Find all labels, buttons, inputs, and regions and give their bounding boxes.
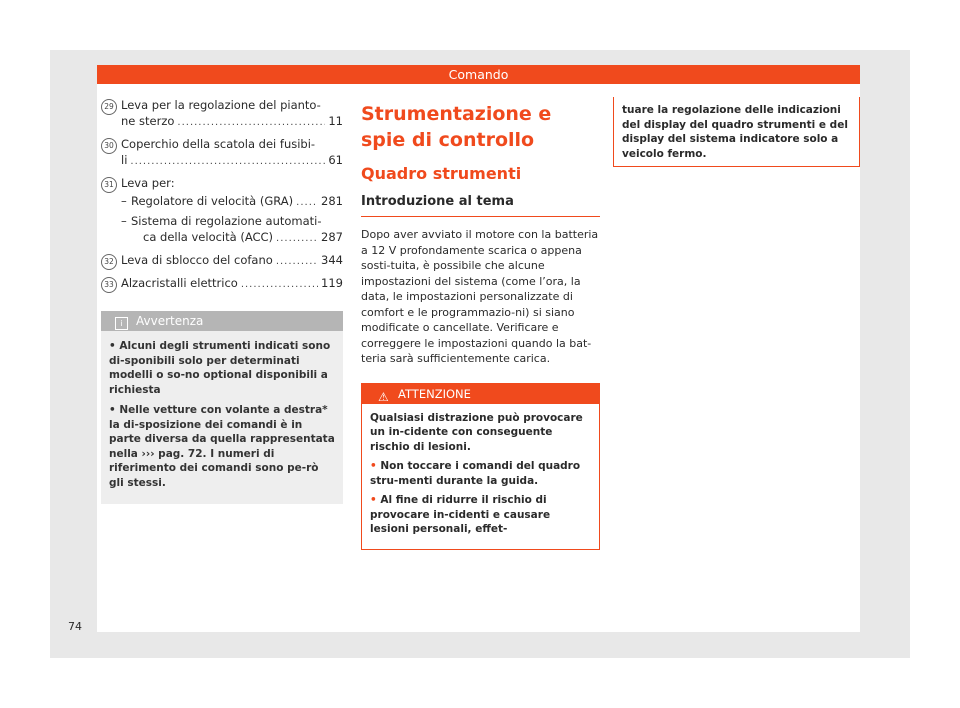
attention-item-text: Non toccare i comandi del quadro stru-menti durante la guida. bbox=[370, 460, 581, 487]
warning-triangle-icon: ⚠ bbox=[378, 389, 389, 404]
attention-item bbox=[370, 493, 591, 537]
left-column bbox=[101, 97, 343, 504]
subsection-title: Introduzione al tema bbox=[361, 193, 600, 217]
entry-line: ca della velocità (ACC) bbox=[143, 230, 274, 244]
entry-line: Leva per la regolazione del pianto- bbox=[121, 98, 321, 112]
callout-number: 33 bbox=[101, 277, 117, 293]
info-icon: i bbox=[115, 317, 128, 330]
attention-body bbox=[362, 404, 599, 549]
dash-marker: – bbox=[121, 194, 127, 208]
callout-number: 32 bbox=[101, 254, 117, 270]
section-title: Quadro strumenti bbox=[361, 164, 522, 183]
legend-entry bbox=[101, 175, 343, 191]
page-reference[interactable]: 281 bbox=[321, 194, 343, 208]
sub-entry bbox=[101, 193, 343, 211]
attention-title: ATTENZIONE bbox=[398, 386, 471, 401]
page-reference[interactable]: 287 bbox=[321, 230, 343, 244]
legend-entry bbox=[101, 275, 343, 293]
note-body bbox=[101, 331, 343, 504]
attention-item-text: Al fine di ridurre il rischio di provocare in-cidenti e causare lesioni personali, effet- bbox=[370, 494, 551, 535]
bullet-icon: • bbox=[370, 460, 381, 472]
chapter-title: Strumentazione e spie di controllo bbox=[361, 103, 552, 151]
entry-line: Leva per: bbox=[121, 176, 175, 190]
page-reference[interactable]: 61 bbox=[328, 153, 343, 167]
body-paragraph: Dopo aver avviato il motore con la batteria a 12 V profondamente scarica o appena sosti-tuita, è possibile che alcune impostazioni del sistema (come l’ora, la data, le impostazioni personalizzate di comfort e le programmazio-ni) si siano modificate o cancellate. Verificare e correggere le impostazioni quando la bat-teria sarà sufficientemente carica. bbox=[361, 228, 599, 365]
attention-intro: Qualsiasi distrazione può provocare un in-cidente con conseguente rischio di lesioni. bbox=[370, 411, 583, 453]
leader-dots bbox=[296, 195, 318, 211]
entry-line: ne sterzo bbox=[121, 114, 175, 128]
page-reference[interactable]: 11 bbox=[328, 114, 343, 128]
legend-entry bbox=[101, 136, 343, 170]
entry-line: Regolatore di velocità (GRA) bbox=[131, 194, 294, 208]
leader-dots bbox=[276, 231, 318, 247]
note-header bbox=[101, 311, 343, 331]
page-reference[interactable]: 344 bbox=[321, 253, 343, 267]
sub-entry bbox=[101, 213, 343, 247]
dash-marker: – bbox=[121, 214, 127, 228]
attention-continuation: tuare la regolazione delle indicazioni del display del quadro strumenti e del display del sistema indicatore solo a veicolo fermo. bbox=[613, 97, 860, 167]
right-column bbox=[613, 97, 860, 167]
legend-entry bbox=[101, 252, 343, 270]
attention-header bbox=[362, 384, 599, 404]
entry-line: Coperchio della scatola dei fusibi- bbox=[121, 137, 316, 151]
callout-number: 30 bbox=[101, 138, 117, 154]
attention-box bbox=[361, 383, 600, 550]
middle-column bbox=[361, 97, 600, 550]
note-box bbox=[101, 311, 343, 504]
leader-dots bbox=[276, 254, 318, 270]
note-item: • Alcuni degli strumenti indicati sono di-sponibili solo per determinati modelli o so-no optional disponibili a richiesta bbox=[109, 340, 331, 396]
note-item: • Nelle vetture con volante a destra* la di-sposizione dei comandi è in parte diversa da quella rappresentata nella ››› pag. 72. I numeri di riferimento dei comandi sono pe-rò gli stessi. bbox=[109, 404, 335, 489]
legend-entry bbox=[101, 97, 343, 131]
note-title: Avvertenza bbox=[136, 314, 204, 328]
entry-line: li bbox=[121, 153, 128, 167]
entry-line: Leva di sblocco del cofano bbox=[121, 253, 273, 267]
attention-item bbox=[370, 459, 591, 488]
leader-dots bbox=[177, 115, 325, 131]
page-number: 74 bbox=[68, 620, 82, 633]
entry-line: Alzacristalli elettrico bbox=[121, 276, 238, 290]
entry-line: Sistema di regolazione automati- bbox=[131, 214, 322, 228]
callout-number: 29 bbox=[101, 99, 117, 115]
bullet-icon: • bbox=[370, 494, 381, 506]
callout-number: 31 bbox=[101, 177, 117, 193]
page-reference[interactable]: 119 bbox=[321, 276, 343, 290]
leader-dots bbox=[241, 277, 318, 293]
section-header: Comando bbox=[97, 65, 860, 84]
leader-dots bbox=[130, 154, 325, 170]
